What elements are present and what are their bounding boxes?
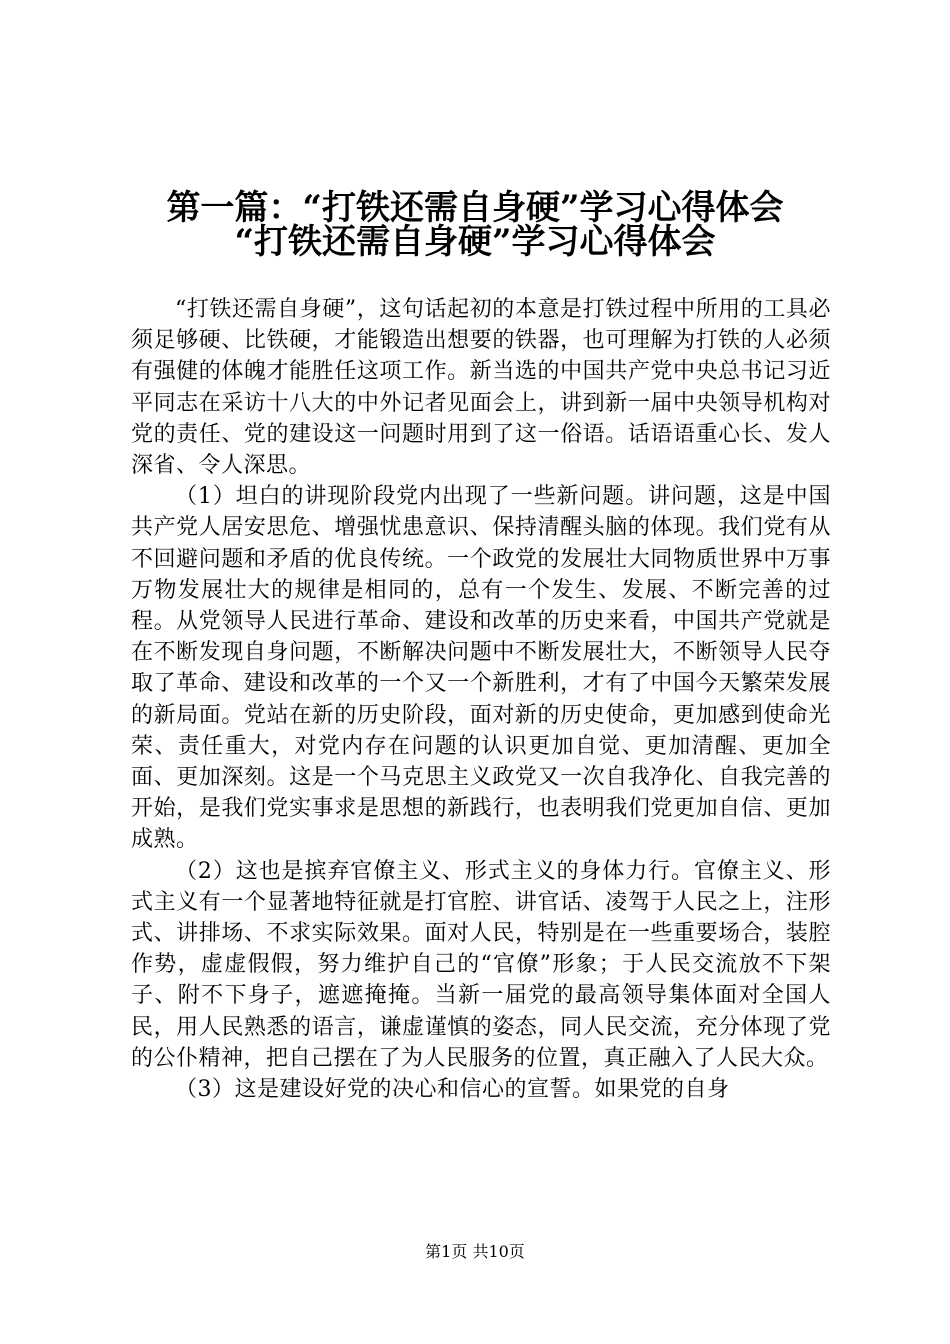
paragraph-point-1: （1）坦白的讲现阶段党内出现了一些新问题。讲问题，这是中国共产党人居安思危、增强忧患意识、保持清醒头脑的体现。我们党有从不回避问题和矛盾的优良传统。一个政党的发展壮大同物质世界中万事万物发展壮大的规律是相同的，总有一个发生、发展、不断完善的过程。从党领导人民进行革命、建设和改革的历史来看，中国共产党就是在不断发现自身问题，不断解决问题中不断发展壮大，不断领导人民夺取了革命、建设和改革的一个又一个新胜利，才有了中国今天繁荣发展的新局面。党站在新的历史阶段，面对新的历史使命，更加感到使命光荣、责任重大，对党内存在问题的认识更加自觉、更加清醒、更加全面、更加深刻。这是一个马克思主义政党又一次自我净化、自我完善的开始，是我们党实事求是思想的新践行，也表明我们党更加自信、更加成熟。: [131, 484, 831, 853]
paragraph-point-3: （3）这是建设好党的决心和信心的宣誓。如果党的自身: [175, 1077, 730, 1103]
document-title: 第一篇：“打铁还需自身硬”学习心得体会: [166, 188, 784, 228]
page-footer: 第1页 共10页: [425, 1242, 525, 1261]
paragraph-point-2: （2）这也是摈弃官僚主义、形式主义的身体力行。官僚主义、形式主义有一个显著地特征就是打官腔、讲官话、凌驾于人民之上，注形式、讲排场、不求实际效果。面对人民，特别是在一些重要场合，装腔作势，虚虚假假，努力维护自己的“官僚”形象；于人民交流放不下架子、附不下身子，遮遮掩掩。当新一届党的最高领导集体面对全国人民，用人民熟悉的语言，谦虚谨慎的姿态，同人民交流，充分体现了党的公仆精神，把自己摆在了为人民服务的位置，真正融入了人民大众。: [131, 858, 831, 1071]
document-body: [131, 294, 831, 1105]
document-subtitle: “打铁还需自身硬”学习心得体会: [234, 222, 716, 262]
paragraph-intro: “打铁还需自身硬”，这句话起初的本意是打铁过程中所用的工具必须足够硬、比铁硬，才能锻造出想要的铁器，也可理解为打铁的人必须有强健的体魄才能胜任这项工作。新当选的中国共产党中央总书记习近平同志在采访十八大的中外记者见面会上，讲到新一届中央领导机构对党的责任、党的建设这一问题时用到了这一俗语。话语语重心长、发人深省、令人深思。: [131, 297, 831, 479]
